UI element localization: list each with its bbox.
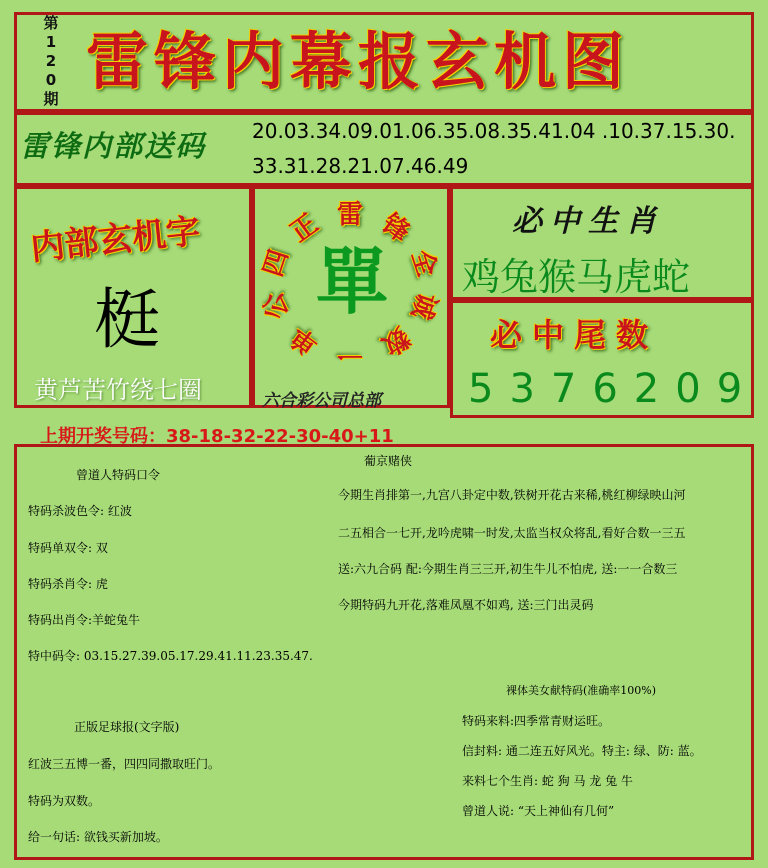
zodiac-title: 必中生肖	[512, 204, 664, 239]
issue-char: 0	[45, 71, 57, 89]
numbers-line-1: 20.03.34.09.01.06.35.08.35.41.04 .10.37.15.30.	[252, 119, 736, 143]
ring-char: 正	[285, 208, 324, 249]
left-line-2: 特码为双数。	[28, 794, 101, 808]
numbers-line-2: 33.31.28.21.07.46.49	[252, 154, 469, 178]
numbers-label: 雷锋内部送码	[20, 129, 207, 163]
left-line: 特中码令: 03.15.27.39.05.17.29.41.11.23.35.47.	[28, 649, 313, 663]
right-heading-1: 葡京赌侠	[364, 454, 413, 468]
secret-word-char: 梃	[94, 281, 160, 358]
right-heading-2: 裸体美女献特码(准确率100%)	[506, 684, 657, 697]
last-draw-numbers: 上期开奖号码：38-18-32-22-30-40+11	[40, 426, 394, 447]
ring-char: 锋	[376, 208, 415, 249]
ring-char: 公	[258, 288, 295, 323]
ring-char: 全	[405, 246, 442, 281]
ring-char: 单	[285, 320, 324, 361]
secret-word-phrase: 黄芦苦竹绕七圈	[34, 376, 202, 404]
ring-char: 雷	[337, 200, 364, 230]
right-line-2: 来料七个生肖: 蛇 狗 马 龙 兔 牛	[462, 774, 633, 788]
issue-char: 2	[45, 52, 57, 70]
left-line: 特码单双令: 双	[28, 541, 108, 555]
company-name: 六合彩公司总部	[262, 391, 381, 411]
ring-char: 一	[337, 339, 364, 369]
right-line: 今期生肖排第一,九宫八卦定中数,铁树开花古来稀,桃红柳绿映山河	[338, 488, 686, 502]
right-line: 今期特码九开花,落难凤凰不如鸡, 送:三门出灵码	[338, 598, 594, 612]
left-line: 特码杀肖令: 虎	[28, 577, 108, 591]
tail-digit-title: 必中尾数	[490, 316, 659, 354]
ring-char: 数	[376, 320, 415, 361]
right-line-2: 特码来料:四季常青财运旺。	[462, 714, 611, 728]
secret-word-title: 内部玄机字	[28, 211, 202, 269]
right-line: 二五相合一七开,龙吟虎啸一时发,太监当权众将乱,看好合数一三五	[338, 526, 686, 540]
tail-digits: 5376209	[468, 366, 759, 412]
issue-char: 期	[43, 90, 59, 108]
ring-char: 诚	[405, 288, 442, 323]
page-title: 雷锋内幕报玄机图	[86, 25, 631, 98]
ring-char: 四	[258, 246, 295, 281]
right-line-2: 信封料: 通二连五好风光。特主: 绿、防: 蓝。	[462, 744, 702, 758]
right-line-2: 曾道人说: “天上神仙有几何”	[462, 804, 615, 818]
issue-char: 第	[43, 14, 59, 32]
single-char: 單	[316, 240, 389, 324]
left-line-2: 红波三五博一番，四四同撒取旺门。	[28, 757, 221, 771]
right-line: 送:六九合码 配:今期生肖三三开,初生牛儿不怕虎, 送:一一合数三	[338, 562, 678, 576]
zodiac-list: 鸡兔猴马虎蛇	[462, 255, 691, 299]
left-line: 特码出肖令:羊蛇兔牛	[28, 613, 141, 627]
left-heading-1: 曾道人特码口令	[76, 468, 161, 482]
left-line-2: 给一句话: 欲钱买新加坡。	[28, 830, 168, 844]
issue-number	[36, 14, 66, 109]
left-heading-2: 正版足球报(文字版)	[74, 720, 180, 734]
issue-char: 1	[45, 33, 57, 51]
left-line: 特码杀波色令: 红波	[28, 504, 132, 518]
